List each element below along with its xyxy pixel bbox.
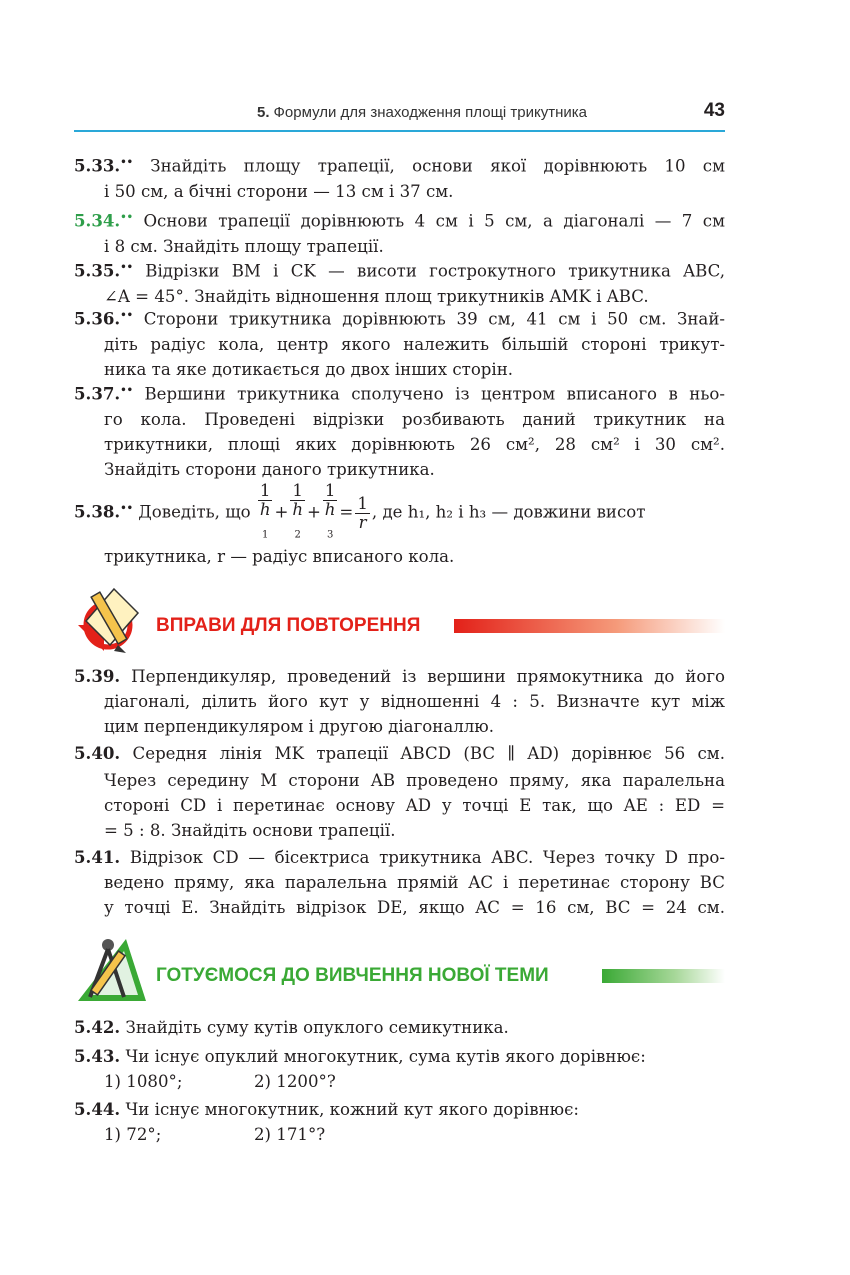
fraction-1-r	[355, 495, 370, 532]
problem-number: 5.38.	[74, 501, 121, 522]
answer-options	[74, 1069, 725, 1094]
problem-line	[74, 150, 725, 179]
problem-text: Відрізки BM і CK — висоти гострокутного трикутника ABC,	[145, 261, 725, 281]
numerator: 1	[324, 481, 336, 500]
denominator	[290, 501, 305, 544]
problem-line	[74, 664, 725, 689]
numerator: 1	[259, 481, 271, 500]
difficulty-mark: ••	[120, 503, 133, 515]
section-title: ГОТУЄМОСЯ ДО ВИВЧЕННЯ НОВОЇ ТЕМИ	[156, 965, 549, 986]
problem-number: 5.40.	[74, 743, 121, 763]
problem-text: трикутники, площі яких дорівнюють 26 см², 28 см² і 30 см².	[104, 434, 725, 454]
problem-number: 5.37.	[74, 383, 121, 404]
problem-5-36	[74, 303, 725, 382]
problem-5-33	[74, 150, 725, 204]
problem-number: 5.36.	[74, 308, 121, 329]
difficulty-mark: ••	[120, 212, 133, 223]
problem-number: 5.35.	[74, 260, 121, 281]
problem-line	[74, 739, 725, 768]
problem-text: Чи існує опуклий многокутник, сума кутів якого дорівнює:	[125, 1047, 646, 1066]
running-title	[257, 104, 587, 121]
numerator: 1	[292, 481, 303, 500]
problem-line	[74, 205, 725, 234]
problem-5-43	[74, 1044, 725, 1094]
problem-text: ника та яке дотикається до двох інших сторін.	[104, 359, 514, 379]
problem-line	[74, 1097, 725, 1122]
answer-options	[74, 1122, 725, 1147]
problem-line	[74, 845, 725, 870]
problem-text: ∠A = 45°. Знайдіть відношення площ трикутників AMK і ABC.	[104, 286, 649, 306]
difficulty-mark: ••	[120, 262, 133, 273]
problem-text: і 50 см, а бічні сторони — 13 см і 37 см.	[104, 181, 454, 201]
variable-h: h	[324, 500, 336, 519]
pencil-ruler-icon	[74, 585, 146, 657]
problem-5-39	[74, 664, 725, 739]
problem-text: го кола. Проведені відрізки розбивають даний трикутник на	[104, 409, 725, 429]
problem-line	[74, 255, 725, 284]
page-number: 43	[703, 100, 725, 121]
variable-h: h	[292, 500, 304, 519]
problem-number: 5.41.	[74, 847, 121, 867]
problem-text: Основи трапеції дорівнюють 4 см і 5 см, а діагоналі — 7 см	[143, 211, 725, 231]
option-2: 2) 1200°?	[254, 1072, 336, 1091]
problem-line	[74, 303, 725, 332]
problem-text: діагоналі, ділить його кут у відношенні 4 : 5. Визначте кут між	[104, 692, 725, 711]
problem-text: Знайдіть суму кутів опуклого семикутника.	[125, 1018, 509, 1037]
plus-sign: +	[274, 502, 289, 522]
subscript: 1	[262, 529, 269, 541]
problem-number: 5.43.	[74, 1046, 121, 1066]
plus-sign: +	[306, 502, 321, 522]
problem-text: ведено пряму, яка паралельна прямій AC і перетинає сторону BC	[104, 873, 725, 892]
option-2: 2) 171°?	[254, 1125, 326, 1144]
problem-text: і 8 см. Знайдіть площу трапеції.	[104, 236, 384, 256]
problem-text: Через середину M сторони AB проведено пряму, яка паралельна	[104, 771, 725, 790]
fraction-1-h1	[258, 482, 273, 544]
problem-line	[74, 482, 725, 544]
problem-text: Відрізок CD — бісектриса трикутника ABC. Через точку D про-	[129, 848, 725, 867]
problem-text: Знайдіть площу трапеції, основи якої дорівнюють 10 см	[150, 156, 726, 176]
problem-number: 5.39.	[74, 666, 121, 686]
problem-text: Сторони трикутника дорівнюють 39 см, 41 см і 50 см. Знай-	[143, 309, 725, 329]
problem-text: Доведіть, що	[138, 502, 251, 522]
denominator	[323, 501, 338, 544]
problem-text: у точці E. Знайдіть відрізок DE, якщо AC = 16 см, BC = 24 см.	[104, 898, 725, 917]
compass-triangle-icon	[74, 935, 146, 1007]
problem-text: цим перпендикуляром і другою діагоналлю.	[104, 717, 495, 736]
problem-5-40	[74, 739, 725, 843]
problem-number: 5.34.	[74, 210, 121, 231]
problem-5-44	[74, 1097, 725, 1147]
numerator: 1	[357, 493, 368, 513]
equals-sign: =	[339, 502, 354, 522]
fraction-1-h3	[323, 482, 338, 544]
problem-text: діть радіус кола, центр якого належить більшій стороні трикут-	[104, 334, 725, 354]
problem-number: 5.33.	[74, 155, 121, 176]
problem-5-42	[74, 1015, 725, 1040]
subscript: 2	[294, 529, 301, 541]
difficulty-mark: ••	[120, 310, 133, 321]
problem-5-38	[74, 482, 725, 569]
subscript: 3	[326, 529, 334, 541]
problem-text: Чи існує многокутник, кожний кут якого дорівнює:	[125, 1100, 579, 1119]
problem-5-34	[74, 205, 725, 259]
problem-number: 5.44.	[74, 1099, 121, 1119]
section-title: Формули для знаходження площі трикутника	[273, 104, 587, 121]
difficulty-mark: ••	[120, 157, 133, 168]
fraction-1-h2	[290, 482, 305, 544]
problem-line	[74, 1044, 725, 1069]
difficulty-mark: ••	[120, 385, 133, 396]
problem-line	[74, 378, 725, 407]
section-number: 5.	[257, 104, 270, 121]
problem-text: = 5 : 8. Знайдіть основи трапеції.	[104, 821, 396, 840]
section-title: ВПРАВИ ДЛЯ ПОВТОРЕННЯ	[156, 615, 421, 636]
page-header	[74, 96, 725, 132]
problem-5-37	[74, 378, 725, 482]
section-banner-repeat	[74, 585, 725, 636]
problem-5-35	[74, 255, 725, 309]
problem-text: Середня лінія MK трапеції ABCD (BC ∥ AD) дорівнює 56 см.	[132, 744, 725, 763]
problem-text: трикутника, r — радіус вписаного кола.	[104, 547, 455, 567]
section-bar	[454, 619, 725, 633]
problem-text: , де h₁, h₂ і h₃ — довжини висот	[371, 502, 646, 522]
option-1: 1) 72°;	[104, 1125, 162, 1144]
variable-h: h	[259, 500, 271, 519]
section-bar	[602, 969, 725, 983]
problem-5-41	[74, 845, 725, 920]
problem-text: Вершини трикутника сполучено із центром вписаного в ньо-	[144, 384, 725, 404]
section-banner-new-topic	[74, 935, 725, 986]
problem-line	[74, 1015, 725, 1040]
denominator	[258, 501, 273, 544]
denominator: r	[358, 512, 367, 532]
problem-text: Знайдіть сторони даного трикутника.	[104, 459, 435, 479]
problem-number: 5.42.	[74, 1017, 121, 1037]
problem-text: стороні CD і перетинає основу AD у точці E так, що AE : ED =	[104, 796, 725, 815]
option-1: 1) 1080°;	[104, 1072, 183, 1091]
problem-text: Перпендикуляр, проведений із вершини прямокутника до його	[131, 667, 726, 686]
